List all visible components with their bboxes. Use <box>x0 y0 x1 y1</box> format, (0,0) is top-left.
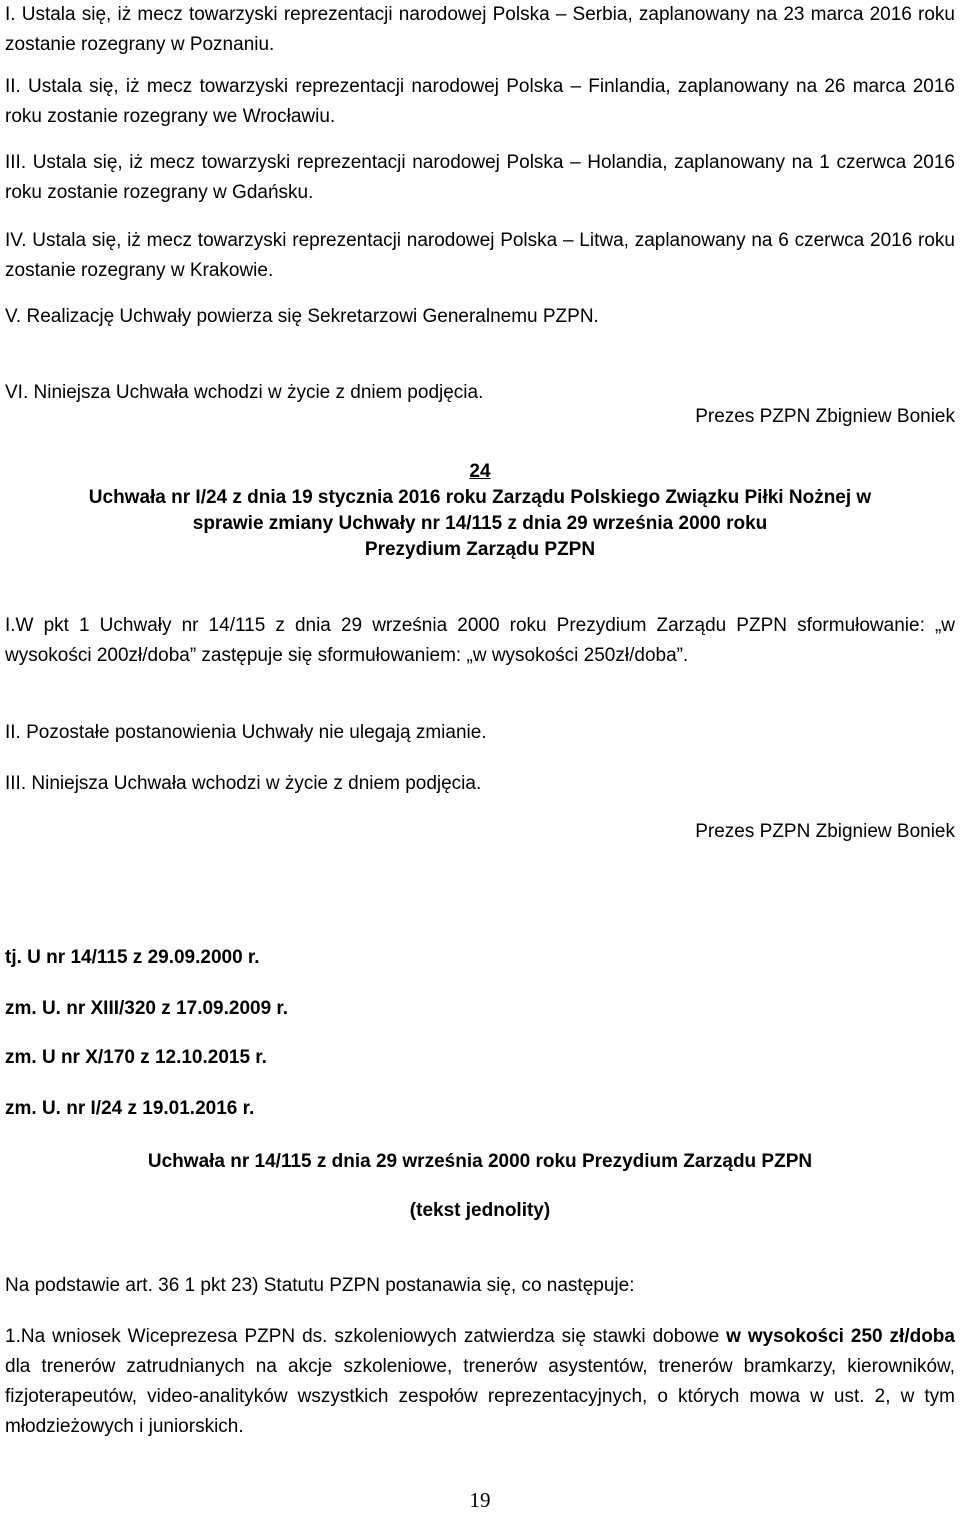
reference-1: tj. U nr 14/115 z 29.09.2000 r. <box>5 947 260 968</box>
legal-basis: Na podstawie art. 36 1 pkt 23) Statutu PZPN postanawia się, co następuje: <box>5 1275 635 1296</box>
section-title-line-3: Prezydium Zarządu PZPN <box>364 539 596 560</box>
section-paragraph-ii: II. Pozostałe postanowienia Uchwały nie ulegają zmianie. <box>5 722 487 743</box>
section-paragraph-i: I.W pkt 1 Uchwały nr 14/115 z dnia 29 września 2000 roku Prezydium Zarządu PZPN sformułowanie: „w wysokości 200zł/doba” zastępuje się sformułowaniem: „w wysokości 250zł/doba”. <box>5 615 955 666</box>
point-1 <box>5 1322 955 1442</box>
point-1-start: 1.Na wniosek Wiceprezesa PZPN ds. szkoleniowych zatwierdza się stawki dobowe <box>5 1326 727 1347</box>
section-title-line-2: sprawie zmiany Uchwały nr 14/115 z dnia 29 września 2000 roku <box>192 513 768 534</box>
paragraph-vi: VI. Niniejsza Uchwała wchodzi w życie z dniem podjęcia. <box>5 382 484 403</box>
signature-1: Prezes PZPN Zbigniew Boniek <box>695 406 955 427</box>
section-number: 24 <box>469 461 491 482</box>
point-1-end: dla trenerów zatrudnianych na akcje szkoleniowe, trenerów asystentów, trenerów bramkarzy, kierowników, fizjoterapeutów, video-analityków wszystkich zespołów reprezentacyjnych, o których mowa w ust. 2, w tym młodzieżowych i juniorskich. <box>5 1356 955 1437</box>
paragraph-i: I. Ustala się, iż mecz towarzyski reprezentacji narodowej Polska – Serbia, zaplanowany na 23 marca 2016 roku zostanie rozegrany w Poznaniu. <box>5 4 955 55</box>
consolidated-title: Uchwała nr 14/115 z dnia 29 września 2000 roku Prezydium Zarządu PZPN <box>147 1151 813 1172</box>
section-title-line-1: Uchwała nr I/24 z dnia 19 stycznia 2016 roku Zarządu Polskiego Związku Piłki Nożnej w <box>88 487 872 508</box>
consolidated-subtitle: (tekst jednolity) <box>409 1200 551 1221</box>
section-paragraph-iii: III. Niniejsza Uchwała wchodzi w życie z dniem podjęcia. <box>5 773 482 794</box>
page-number: 19 <box>469 1488 491 1512</box>
point-1-rate: w wysokości 250 zł/doba <box>726 1326 955 1347</box>
paragraph-v: V. Realizację Uchwały powierza się Sekretarzowi Generalnemu PZPN. <box>5 306 599 327</box>
reference-2: zm. U. nr XIII/320 z 17.09.2009 r. <box>5 998 289 1019</box>
paragraph-iv: IV. Ustala się, iż mecz towarzyski reprezentacji narodowej Polska – Litwa, zaplanowany na 6 czerwca 2016 roku zostanie rozegrany w Krakowie. <box>5 230 955 281</box>
signature-2: Prezes PZPN Zbigniew Boniek <box>695 821 955 842</box>
paragraph-iii: III. Ustala się, iż mecz towarzyski reprezentacji narodowej Polska – Holandia, zaplanowany na 1 czerwca 2016 roku zostanie rozegrany w Gdańsku. <box>5 152 955 203</box>
paragraph-ii: II. Ustala się, iż mecz towarzyski reprezentacji narodowej Polska – Finlandia, zaplanowany na 26 marca 2016 roku zostanie rozegrany we Wrocławiu. <box>5 76 955 127</box>
reference-3: zm. U nr X/170 z 12.10.2015 r. <box>5 1047 267 1068</box>
reference-4: zm. U. nr I/24 z 19.01.2016 r. <box>5 1098 255 1119</box>
